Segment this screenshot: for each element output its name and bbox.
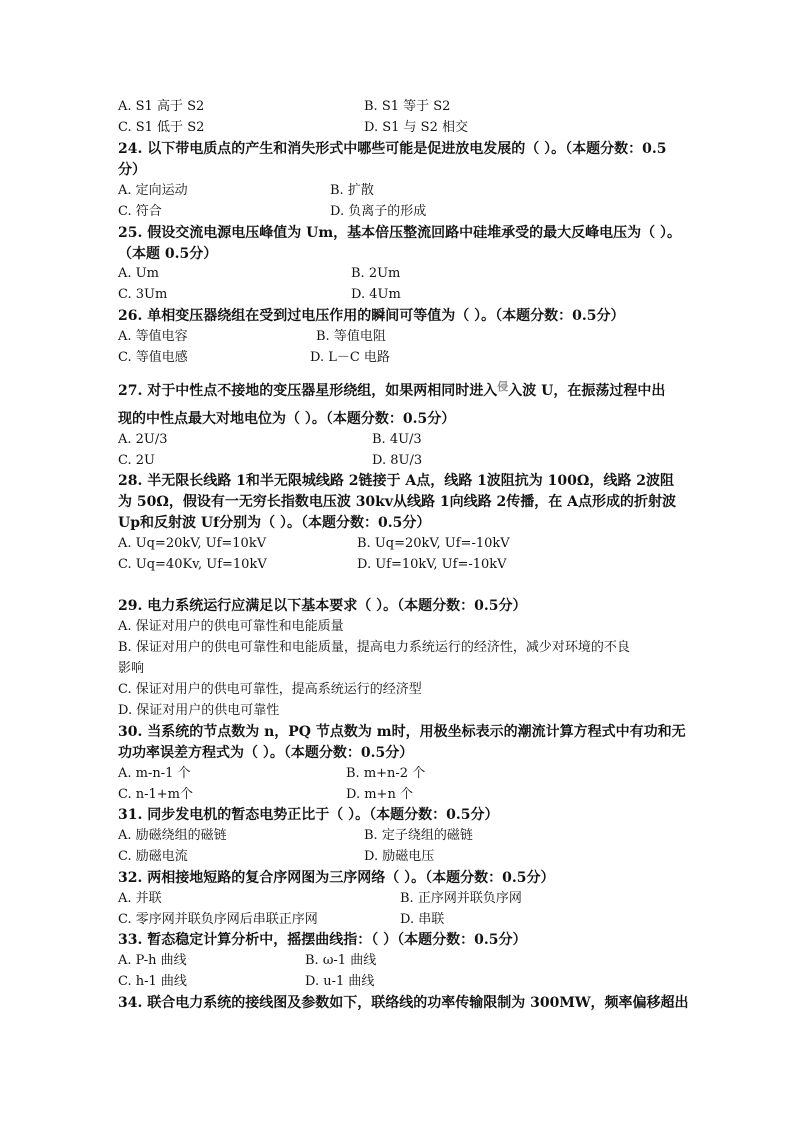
q24-option-c: C. 符合: [118, 204, 162, 219]
q28-stem-line2: 为 50Ω，假设有一无穷长指数电压波 30kv从线路 1向线路 2传播，在 A点形成的折射波: [118, 494, 676, 510]
q28-option-b: B. Uq=20kV, Uf=-10kV: [357, 536, 510, 551]
q28-stem-line3: Up和反射波 Uf分别为（ ）。（本题分数：0.5分）: [118, 515, 431, 531]
q32-option-c: C. 零序网并联负序网后串联正序网: [118, 912, 318, 927]
q25-stem-line1: 25. 假设交流电源电压峰值为 Um，基本倍压整流回路中硅堆承受的最大反峰电压为（ ）。: [118, 225, 681, 241]
q31-option-b: B. 定子绕组的磁链: [364, 828, 473, 843]
q29-option-b-line2: 影响: [118, 661, 145, 676]
q32-option-a: A. 并联: [118, 891, 162, 906]
q26-option-a: A. 等值电容: [118, 329, 188, 344]
q29-option-d: D. 保证对用户的供电可靠性: [118, 703, 280, 718]
q27-option-b: B. 4U/3: [372, 432, 422, 447]
q25-option-b: B. 2Um: [351, 266, 401, 281]
q23-option-b: B. S1 等于 S2: [364, 99, 451, 114]
q27-stem-part2: 入波 U，在振荡过程中出: [508, 383, 666, 399]
q24-stem-line2: 分）: [118, 162, 146, 178]
q27-stem-line1: [118, 381, 676, 401]
q31-stem: 31. 同步发电机的暂态电势正比于（ ）。（本题分数：0.5分）: [118, 807, 499, 823]
q30-stem-line1: 30. 当系统的节点数为 n，PQ 节点数为 m时，用极坐标表示的潮流计算方程式中有功和无: [118, 724, 686, 740]
q27-option-c: C. 2U: [118, 453, 155, 468]
q31-option-d: D. 励磁电压: [364, 849, 435, 864]
q33-option-c: C. h-1 曲线: [118, 974, 187, 989]
q24-stem-line1: 24. 以下带电质点的产生和消失形式中哪些可能是促进放电发展的（ ）。（本题分数：0.5: [118, 141, 667, 157]
q26-stem: 26. 单相变压器绕组在受到过电压作用的瞬间可等值为（ ）。（本题分数：0.5分）: [118, 308, 625, 324]
q27-stem-line2: 现的中性点最大对地电位为（ ）。（本题分数：0.5分）: [118, 411, 456, 427]
q32-option-b: B. 正序网并联负序网: [400, 891, 522, 906]
q26-option-b: B. 等值电阻: [316, 329, 386, 344]
q34-stem: 34. 联合电力系统的接线图及参数如下，联络线的功率传输限制为 300MW，频率偏移超出: [118, 995, 689, 1011]
q27-option-d: D. 8U/3: [372, 453, 423, 468]
q28-option-d: D. Uf=10kV, Uf=-10kV: [357, 557, 507, 572]
q31-option-c: C. 励磁电流: [118, 849, 188, 864]
q23-option-d: D. S1 与 S2 相交: [364, 120, 468, 135]
q24-option-b: B. 扩散: [330, 183, 374, 198]
q28-stem-line1: 28. 半无限长线路 1和半无限城线路 2链接于 A点，线路 1波阻抗为 100Ω，线路 2波阻: [118, 473, 674, 489]
q30-option-c: C. n-1+m个: [118, 787, 194, 802]
q32-stem: 32. 两相接地短路的复合序网图为三序网络（ ）。（本题分数：0.5分）: [118, 870, 555, 886]
q25-option-c: C. 3Um: [118, 287, 168, 302]
q33-stem: 33. 暂态稳定计算分析中，摇摆曲线指：（ ）（本题分数：0.5分）: [118, 932, 527, 948]
q23-option-a: A. S1 高于 S2: [118, 99, 205, 114]
q26-option-c: C. 等值电感: [118, 350, 188, 365]
q23-option-c: C. S1 低于 S2: [118, 120, 205, 135]
q30-option-d: D. m+n 个: [346, 787, 413, 802]
q26-option-d: D. L－C 电路: [310, 350, 390, 365]
q33-option-a: A. P-h 曲线: [118, 953, 187, 968]
q30-option-a: A. m-n-1 个: [118, 766, 191, 781]
q27-option-a: A. 2U/3: [118, 432, 168, 447]
q27-inline-glyph: 侵: [497, 380, 509, 393]
q30-stem-line2: 功功率误差方程式为（ ）。（本题分数：0.5分）: [118, 745, 414, 761]
q25-stem-line2: （本题 0.5分）: [118, 246, 218, 262]
q24-option-a: A. 定向运动: [118, 183, 188, 198]
q28-option-c: C. Uq=40Kv, Uf=10kV: [118, 557, 267, 572]
q31-option-a: A. 励磁绕组的磁链: [118, 828, 227, 843]
q25-option-a: A. Um: [118, 266, 159, 281]
q30-option-b: B. m+n-2 个: [346, 766, 426, 781]
q33-option-d: D. u-1 曲线: [305, 974, 375, 989]
q27-stem-part1: 27. 对于中性点不接地的变压器星形绕组，如果两相同时进入: [118, 383, 498, 399]
q29-option-b-line1: B. 保证对用户的供电可靠性和电能质量，提高电力系统运行的经济性，减少对环境的不良: [118, 640, 630, 655]
q28-option-a: A. Uq=20kV, Uf=10kV: [118, 536, 267, 551]
q29-stem: 29. 电力系统运行应满足以下基本要求（ ）。（本题分数：0.5分）: [118, 598, 527, 614]
q29-option-c: C. 保证对用户的供电可靠性，提高系统运行的经济型: [118, 682, 422, 697]
q29-option-a: A. 保证对用户的供电可靠性和电能质量: [118, 619, 344, 634]
q25-option-d: D. 4Um: [351, 287, 401, 302]
q24-option-d: D. 负离子的形成: [330, 204, 427, 219]
q33-option-b: B. ω-1 曲线: [305, 953, 377, 968]
q32-option-d: D. 串联: [400, 912, 445, 927]
